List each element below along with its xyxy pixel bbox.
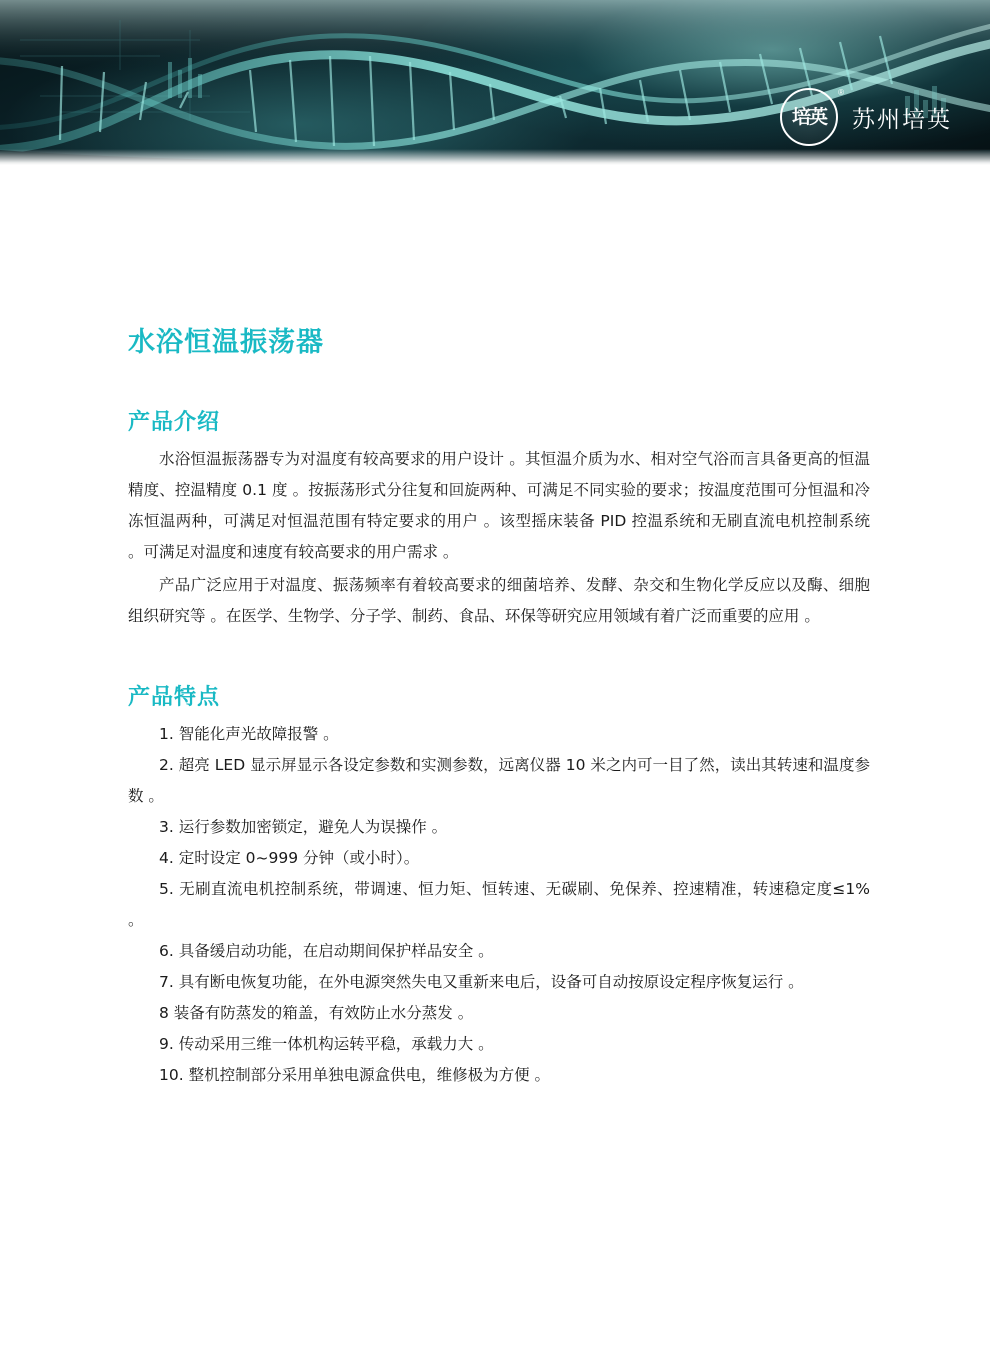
list-item: 7. 具有断电恢复功能，在外电源突然失电又重新来电后，设备可自动按原设定程序恢复运行 。 bbox=[159, 973, 804, 991]
list-item: 4. 定时设定 0~999 分钟（或小时）。 bbox=[159, 849, 420, 867]
list-item: 1. 智能化声光故障报警 。 bbox=[159, 725, 339, 743]
list-item: 6. 具备缓启动功能，在启动期间保护样品安全 。 bbox=[159, 942, 494, 960]
list-item: 3. 运行参数加密锁定，避免人为误操作 。 bbox=[159, 818, 448, 836]
header-banner bbox=[0, 0, 990, 165]
list-item: 2. 超亮 LED 显示屏显示各设定参数和实测参数，远离仪器 10 米之内可一目了然，读出其转速和温度参数 。 bbox=[128, 756, 870, 805]
list-item: 5. 无刷直流电机控制系统，带调速、恒力矩、恒转速、无碳刷、免保养、控速精准，转速稳定度≤1% 。 bbox=[128, 880, 870, 929]
page-title: 水浴恒温振荡器 bbox=[128, 327, 324, 358]
logo-emblem-icon bbox=[780, 88, 844, 146]
list-item: 10. 整机控制部分采用单独电源盒供电，维修极为方便 。 bbox=[159, 1066, 551, 1084]
list-item: 9. 传动采用三维一体机构运转平稳，承载力大 。 bbox=[159, 1035, 494, 1053]
intro-paragraph-1: 水浴恒温振荡器专为对温度有较高要求的用户设计 。其恒温介质为水、相对空气浴而言具备更高的恒温精度、控温精度 0.1 度 。按振荡形式分往复和回旋两种、可满足不同实验的要求；按温度范围可分恒温和冷冻恒温两种，可满足对恒温范围有特定要求的用户 。该型摇床装备 PID 控温系统和无刷直流电机控制系统 。可满足对温度和速度有较高要求的用户需求 。 bbox=[128, 450, 870, 561]
list-item: 8 装备有防蒸发的箱盖，有效防止水分蒸发 。 bbox=[159, 1004, 474, 1022]
feature-list bbox=[128, 719, 870, 1091]
intro-paragraph-2: 产品广泛应用于对温度、振荡频率有着较高要求的细菌培养、发酵、杂交和生物化学反应以及酶、细胞组织研究等 。在医学、生物学、分子学、制药、食品、环保等研究应用领域有着广泛而重要的应用 。 bbox=[128, 576, 870, 625]
registered-trademark-icon: ® bbox=[838, 88, 844, 97]
logo-glyph: 培英 bbox=[791, 105, 826, 128]
brand-logo bbox=[780, 88, 952, 146]
brand-name: 苏州培英 bbox=[852, 106, 952, 133]
section-heading-intro: 产品介绍 bbox=[128, 410, 221, 435]
document-body bbox=[0, 320, 990, 1091]
banner-fade bbox=[0, 149, 990, 165]
section-heading-features: 产品特点 bbox=[128, 685, 221, 710]
